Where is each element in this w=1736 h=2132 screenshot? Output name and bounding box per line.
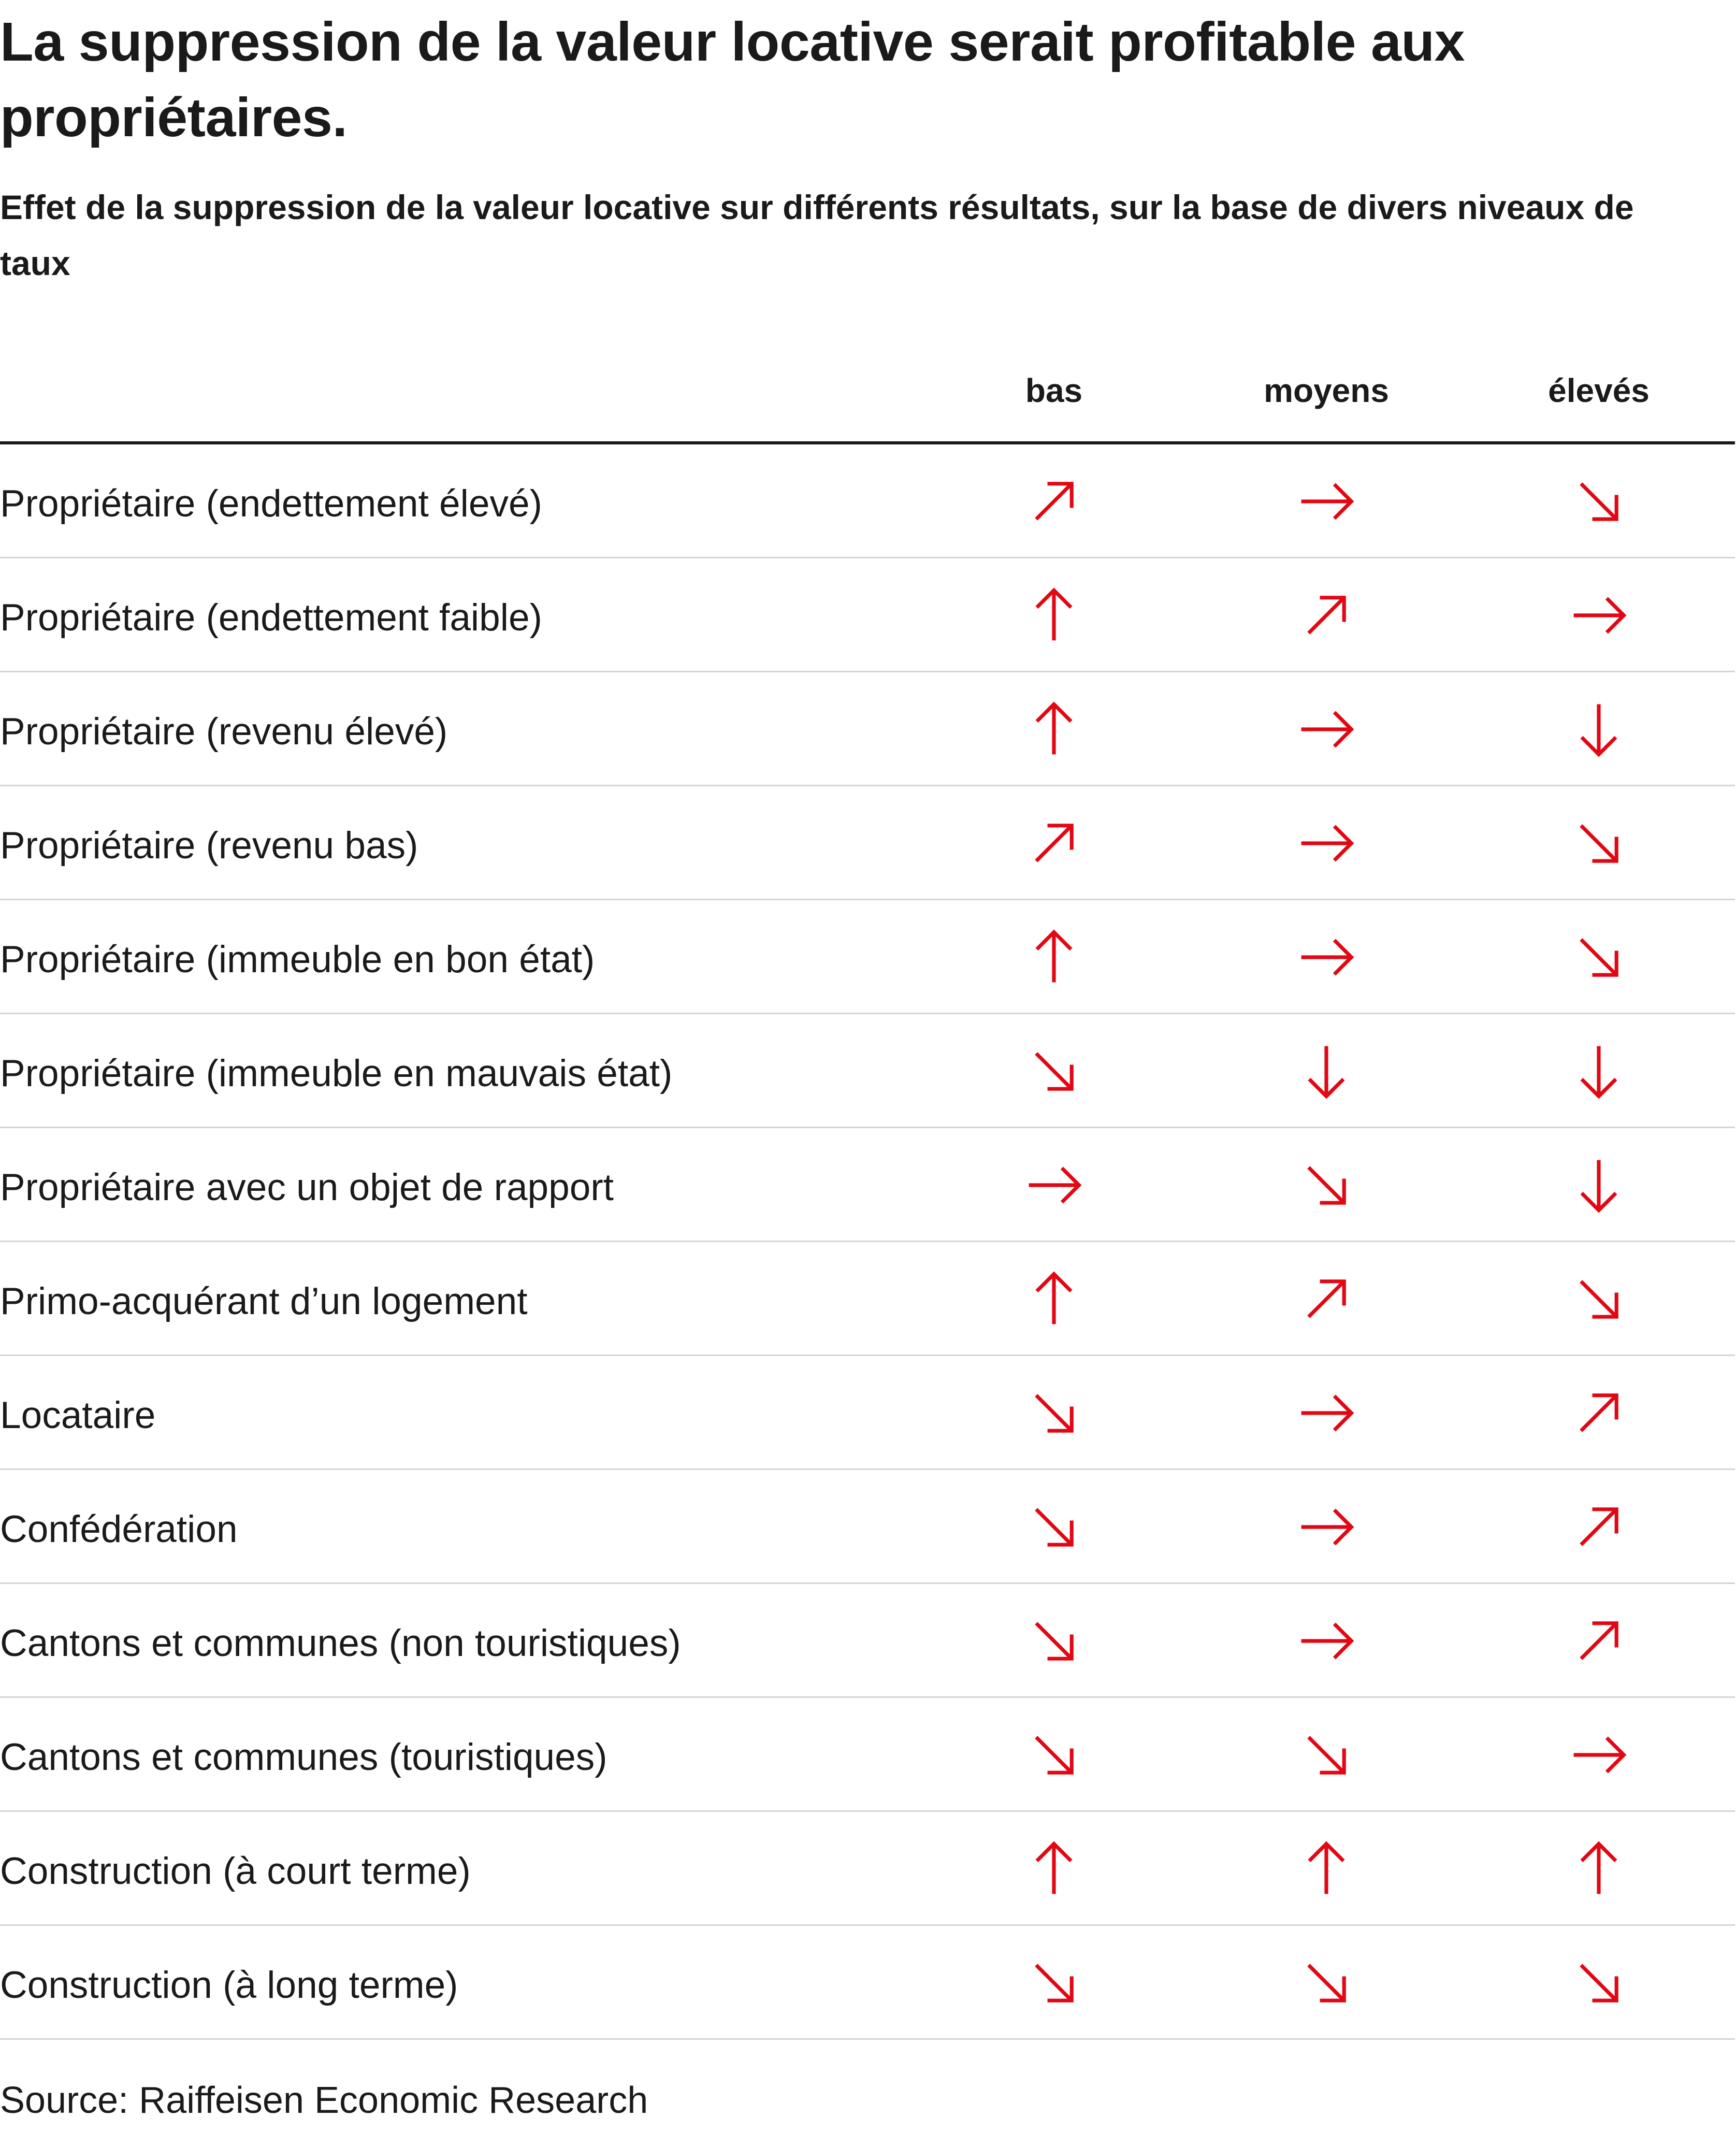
arrow-up-right-icon <box>1025 473 1082 530</box>
arrow-down-icon <box>1570 1157 1627 1214</box>
arrow-up-icon <box>1025 1271 1082 1328</box>
column-header-eleves: élevés <box>1548 372 1650 409</box>
table-row <box>0 1470 1735 1584</box>
table-row <box>0 1584 1735 1698</box>
arrow-down-right-icon <box>1025 1954 1082 2011</box>
arrow-right-icon <box>1298 1499 1355 1555</box>
arrow-up-icon <box>1025 1840 1082 1897</box>
row-label: Propriétaire (immeuble en bon état) <box>0 939 595 981</box>
arrow-down-right-icon <box>1570 929 1627 986</box>
arrow-down-right-icon <box>1025 1612 1082 1669</box>
row-label: Cantons et communes (non touristiques) <box>0 1622 681 1664</box>
row-label: Primo-acquérant d’un logement <box>0 1280 528 1322</box>
row-label: Propriétaire (endettement faible) <box>0 597 542 639</box>
row-divider <box>0 2038 1735 2040</box>
table-row <box>0 1128 1735 1242</box>
table-row <box>0 444 1735 558</box>
arrow-up-icon <box>1025 701 1082 758</box>
arrow-down-right-icon <box>1570 1271 1627 1328</box>
arrow-down-icon <box>1298 1043 1355 1100</box>
row-label: Construction (à court terme) <box>0 1850 471 1892</box>
table-row <box>0 1926 1735 2040</box>
arrow-right-icon <box>1298 1385 1355 1442</box>
arrow-up-right-icon <box>1025 815 1082 872</box>
arrow-up-icon <box>1298 1840 1355 1897</box>
table-row <box>0 1356 1735 1470</box>
row-label: Propriétaire (revenu élevé) <box>0 711 448 753</box>
arrow-up-right-icon <box>1570 1612 1627 1669</box>
arrow-right-icon <box>1298 1612 1355 1669</box>
row-label: Construction (à long terme) <box>0 1964 458 2006</box>
arrow-right-icon <box>1570 587 1627 644</box>
table-row <box>0 1698 1735 1812</box>
table-row <box>0 1242 1735 1356</box>
arrow-right-icon <box>1298 473 1355 530</box>
table-row <box>0 672 1735 786</box>
arrow-down-icon <box>1570 1043 1627 1100</box>
arrow-down-right-icon <box>1570 815 1627 872</box>
row-label: Propriétaire avec un objet de rapport <box>0 1166 614 1208</box>
arrow-right-icon <box>1025 1157 1082 1214</box>
table-row <box>0 1812 1735 1926</box>
arrow-down-right-icon <box>1025 1043 1082 1100</box>
row-label: Propriétaire (immeuble en mauvais état) <box>0 1053 673 1094</box>
column-header-moyens: moyens <box>1264 372 1389 409</box>
source-note: Source: Raiffeisen Economic Research <box>0 2080 648 2121</box>
arrow-right-icon <box>1298 815 1355 872</box>
arrow-up-right-icon <box>1298 587 1355 644</box>
chart-title: La suppression de la valeur locative serait profitable aux propriétaires. <box>0 11 1465 148</box>
arrow-up-icon <box>1025 929 1082 986</box>
arrow-right-icon <box>1298 701 1355 758</box>
row-label: Propriétaire (revenu bas) <box>0 825 418 867</box>
arrow-right-icon <box>1570 1726 1627 1783</box>
chart-subtitle: Effet de la suppression de la valeur locative sur différents résultats, sur la base de divers niveaux de taux <box>0 188 1634 282</box>
arrow-down-right-icon <box>1570 473 1627 530</box>
row-label: Locataire <box>0 1394 156 1436</box>
arrow-right-icon <box>1298 929 1355 986</box>
arrow-down-right-icon <box>1025 1726 1082 1783</box>
table-row <box>0 786 1735 900</box>
row-label: Confédération <box>0 1508 238 1550</box>
arrow-up-icon <box>1025 587 1082 644</box>
row-label: Cantons et communes (touristiques) <box>0 1736 607 1778</box>
arrow-down-right-icon <box>1570 1954 1627 2011</box>
table-row <box>0 558 1735 672</box>
arrow-down-right-icon <box>1298 1157 1355 1214</box>
arrow-up-right-icon <box>1570 1385 1627 1442</box>
arrow-up-icon <box>1570 1840 1627 1897</box>
arrow-down-right-icon <box>1025 1499 1082 1555</box>
table-row <box>0 900 1735 1014</box>
arrow-down-right-icon <box>1298 1726 1355 1783</box>
table-row <box>0 1014 1735 1128</box>
arrow-up-right-icon <box>1298 1271 1355 1328</box>
arrow-down-right-icon <box>1298 1954 1355 2011</box>
column-header-bas: bas <box>1025 372 1083 409</box>
arrow-down-icon <box>1570 701 1627 758</box>
row-label: Propriétaire (endettement élevé) <box>0 483 542 525</box>
arrow-up-right-icon <box>1570 1499 1627 1555</box>
arrow-down-right-icon <box>1025 1385 1082 1442</box>
